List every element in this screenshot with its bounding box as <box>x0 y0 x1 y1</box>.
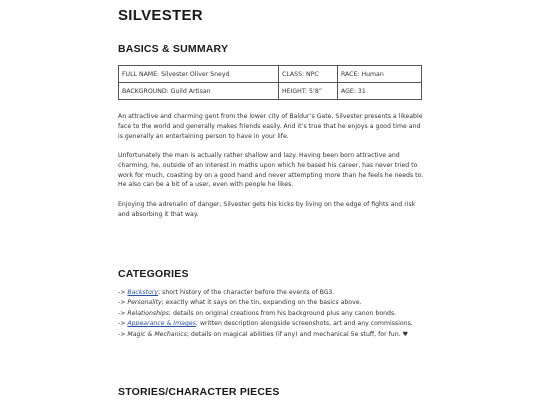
arrow-prefix: -> <box>118 309 128 317</box>
category-name-personality: Personality <box>127 299 162 307</box>
arrow-prefix: -> <box>118 299 128 307</box>
link-appearance-images[interactable]: Appearance & Images <box>127 320 196 328</box>
list-item <box>118 330 438 340</box>
list-item <box>118 319 438 329</box>
arrow-prefix: -> <box>118 320 128 328</box>
summary-paragraph: Unfortunately the man is actually rather shallow and lazy. Having been born attractive and charming, he, outside of an interest in maths upon which he based his career, has never tried to work for much, coasting by on a good hand and never attempting more than he feels he needs to. He also can be a bit of a user, even with people he likes. <box>118 152 424 189</box>
category-name-relationships: Relationships <box>127 309 169 317</box>
category-description: ; details on original creations from his background plus any canon bonds. <box>168 309 397 317</box>
table-cell-class: CLASS: NPC <box>279 66 338 83</box>
arrow-prefix: -> <box>118 289 128 296</box>
table-row <box>119 83 422 100</box>
page-title: SILVESTER <box>118 7 203 24</box>
list-item <box>118 309 438 319</box>
categories-list <box>118 288 438 340</box>
category-description: ; short history of the character before the events of BG3. <box>158 289 335 296</box>
table-cell-height: HEIGHT: 5’8” <box>279 83 338 100</box>
table-row <box>119 66 422 83</box>
arrow-prefix: -> <box>118 330 128 338</box>
table-cell-race: RACE: Human <box>338 66 422 83</box>
summary-paragraph: Enjoying the adrenalin of danger, Silvester gets his kicks by living on the edge of fights and risk and absorbing it that way. <box>118 201 416 218</box>
table-cell-background: BACKGROUND: Guild Artisan <box>119 83 279 100</box>
category-description: ; written description alongside screenshots, art and any commissions. <box>195 320 413 328</box>
category-description: ; details on magical abilities (if any) and mechanical 5e stuff, for fun. ♥ <box>186 330 409 338</box>
list-item <box>118 298 438 308</box>
category-description: ; exactly what it says on the tin, expanding on the basics above. <box>161 299 362 307</box>
table-cell-full-name: FULL NAME: Silvester Oliver Sneyd <box>119 66 279 83</box>
stories-heading: STORIES/CHARACTER PIECES <box>118 386 280 398</box>
table-cell-age: AGE: 31 <box>338 83 422 100</box>
summary-paragraph: An attractive and charming gent from the lower city of Baldur’s Gate, Silvester presents a likeable face to the world and generally makes friends easily. And it’s true that he enjoys a good time and is generally an entertaining person to have in your life. <box>118 113 423 140</box>
categories-heading: CATEGORIES <box>118 268 189 280</box>
list-item <box>118 288 438 298</box>
character-info-table <box>118 65 422 100</box>
basics-heading: BASICS & SUMMARY <box>118 43 229 55</box>
link-backstory[interactable]: Backstory <box>127 289 159 296</box>
category-name-magic-mechanics: Magic & Mechanics <box>127 330 187 338</box>
